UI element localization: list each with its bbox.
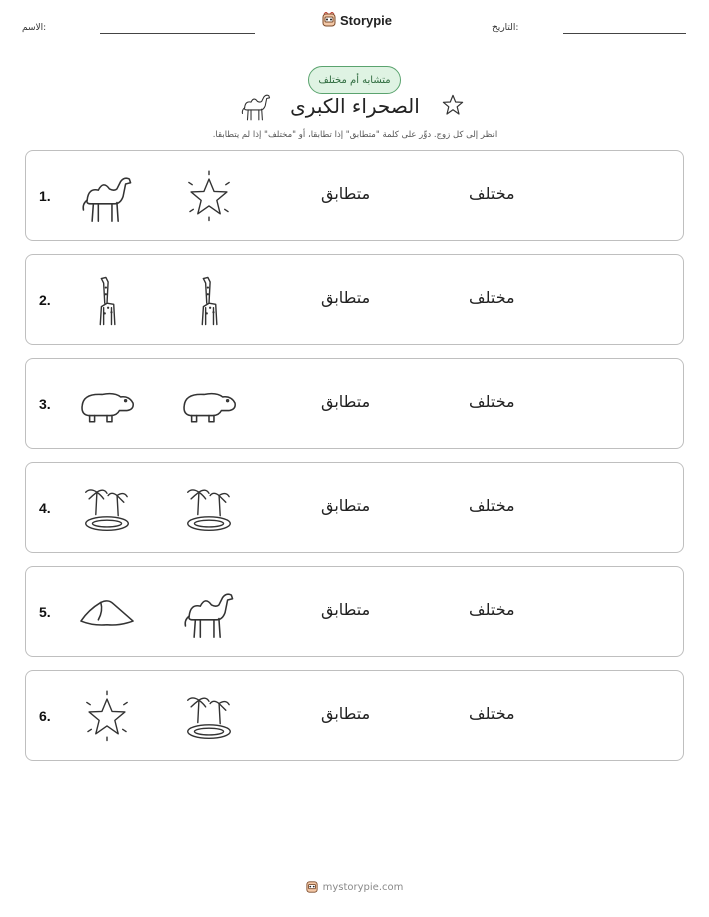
storypie-mascot-icon <box>306 880 318 894</box>
option-same[interactable]: متطابق <box>321 496 371 515</box>
footer-url[interactable]: mystorypie.com <box>322 881 404 893</box>
row-number: 6. <box>39 708 51 724</box>
option-different[interactable]: مختلف <box>469 184 515 203</box>
option-same[interactable]: متطابق <box>321 288 371 307</box>
option-same[interactable]: متطابق <box>321 600 371 619</box>
instructions: انظر إلى كل زوج. دوِّر على كلمة "متطابق" إذا تطابقا، أو "مختلف" إذا لم يتطابقا. <box>212 130 498 140</box>
option-different[interactable]: مختلف <box>469 496 515 515</box>
name-line[interactable] <box>100 33 255 34</box>
camel-icon <box>76 169 138 225</box>
question-row-2 <box>25 254 684 345</box>
star-title-icon <box>438 90 468 120</box>
hippo-icon <box>178 377 240 433</box>
storypie-mascot-icon <box>322 12 336 28</box>
camel-icon <box>178 585 240 641</box>
row-number: 5. <box>39 604 51 620</box>
date-line[interactable] <box>563 33 686 34</box>
row-number: 1. <box>39 188 51 204</box>
question-row-6 <box>25 670 684 761</box>
oasis-icon <box>178 689 240 745</box>
option-different[interactable]: مختلف <box>469 392 515 411</box>
star-icon <box>178 169 240 225</box>
option-different[interactable]: مختلف <box>469 600 515 619</box>
footer <box>0 880 709 894</box>
giraffe-icon <box>178 273 240 329</box>
row-number: 3. <box>39 396 51 412</box>
sand-dune-icon <box>76 585 138 641</box>
name-label: الاسم: <box>22 23 47 33</box>
option-same[interactable]: متطابق <box>321 704 371 723</box>
oasis-icon <box>178 481 240 537</box>
giraffe-icon <box>76 273 138 329</box>
option-different[interactable]: مختلف <box>469 288 515 307</box>
option-different[interactable]: مختلف <box>469 704 515 723</box>
star-icon <box>76 689 138 745</box>
question-row-5 <box>25 566 684 657</box>
brand-name: Storypie <box>340 12 393 28</box>
row-number: 2. <box>39 292 51 308</box>
question-row-3 <box>25 358 684 449</box>
page-title: الصحراء الكبرى <box>290 94 420 118</box>
question-row-4 <box>25 462 684 553</box>
topic-badge: متشابه أم مختلف <box>308 66 401 94</box>
date-label: التاريخ: <box>492 23 519 33</box>
row-number: 4. <box>39 500 51 516</box>
question-row-1 <box>25 150 684 241</box>
option-same[interactable]: متطابق <box>321 184 371 203</box>
oasis-icon <box>76 481 138 537</box>
brand-logo <box>322 12 392 28</box>
hippo-icon <box>76 377 138 433</box>
option-same[interactable]: متطابق <box>321 392 371 411</box>
